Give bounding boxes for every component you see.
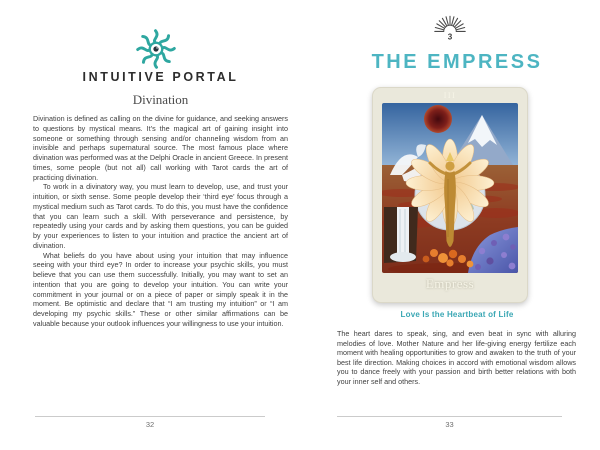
card-name-label: Empress (425, 276, 475, 291)
left-page-body (33, 114, 288, 329)
footer-rule (337, 416, 562, 417)
paragraph: Divination is defined as calling on the divine for guidance, and seeking answers to questions by mystical means. It’s the magical art of gaining insight into someone or something through sensing and/or channeling wisdom from an invisible and perhaps supernatural source. The most famous place where divination was performed was at the Delphi Oracle in ancient Greece. In present times, some people (but not all) call working with Tarot cards the art of practicing divination. (33, 114, 288, 182)
page-number: 33 (445, 420, 454, 429)
card-roman-numeral: III (443, 91, 457, 100)
section-title: INTUITIVE PORTAL (82, 70, 239, 84)
card-affirmation-subtitle: Love Is the Heartbeat of Life (400, 310, 514, 319)
paragraph: To work in a divinatory way, you must learn to develop, use, and trust your intuition, or sixth sense. Some people develop their ‘third eye’ focus through a mystical medium such as Tarot cards. To do this, you must have the confidence that you can learn such a skill. With perseverance and persistence, by repeatedly using your cards and by asking them questions, you can be guided by your experiences to listen to your intuition and practice the ancient art of divination. (33, 182, 288, 250)
right-book-page (300, 0, 600, 450)
lash-strokes (435, 16, 465, 31)
tarot-card-artwork (382, 103, 518, 273)
tarot-card-empress (372, 87, 528, 303)
footer-rule (35, 416, 265, 417)
page-number: 32 (145, 420, 155, 429)
waterfall (384, 207, 418, 263)
eyelashes-icon (427, 10, 473, 44)
paragraph: What beliefs do you have about using your intuition that may influence seeing with your third eye? In order to increase your psychic skills, you must believe that you can use them successfully. Initially, you may want to set an intention that you are going to develop your intuition. You can write your commitment in your journal or on a piece of paper or simply speak it in the moment. Be optimistic and declare that “I am trusting my intuition” or “I am developing my psychic skills.” These or other similar affirmations can be valuable because your outlook influences your willingness to use your intuition. (33, 250, 288, 328)
intuitive-portal-eye-knot-icon (133, 26, 179, 72)
card-title: THE EMPRESS (371, 51, 543, 73)
paragraph: The heart dares to speak, sing, and even beat in sync with alluring melodies of love. Mother Nature and her life-giving energy fertilize each moment with healing opportunities to grow and awaken to the truth of your best life direction. Making choices in accord with emotional wisdom allows you to dance freely with your passion and birth better relations with both your inner self and others. (337, 329, 576, 386)
red-sun (424, 105, 452, 133)
chapter-heading: Divination (132, 92, 189, 107)
right-page-body (337, 329, 576, 387)
card-number-badge: 3 (447, 32, 453, 42)
